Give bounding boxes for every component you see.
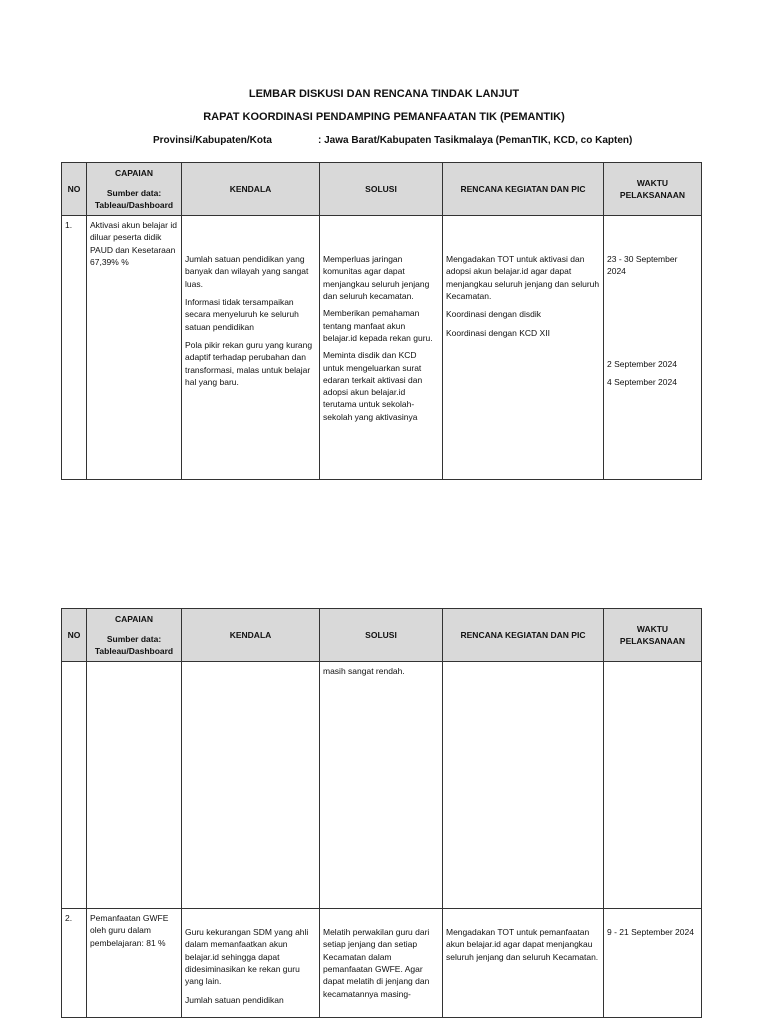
cell-kendala — [182, 216, 320, 480]
cell-waktu — [604, 216, 702, 480]
rencana-item: Koordinasi dengan KCD XII — [446, 327, 550, 338]
header-kendala: KENDALA — [182, 609, 320, 662]
rencana-item: Mengadakan TOT untuk aktivasi dan adopsi akun belajar.id agar dapat menjangkau seluruh jenjang dan seluruh Kecamatan. — [446, 254, 600, 301]
rtl-table-page2 — [61, 608, 702, 1018]
cell-capaian: Aktivasi akun belajar id diluar peserta didik PAUD dan Kesetaraan 67,39% % — [87, 216, 182, 480]
waktu-item: 4 September 2024 — [607, 376, 677, 387]
header-no: NO — [62, 163, 87, 216]
solusi-item: Memberikan pemahaman tentang manfaat akun belajar.id kepada rekan guru. — [323, 308, 433, 343]
province-label: Provinsi/Kabupaten/Kota — [153, 135, 272, 146]
solusi-item: Memperluas jaringan komunitas agar dapat menjangkau seluruh jenjang dan seluruh kecamatan. — [323, 254, 430, 301]
rencana-item: Koordinasi dengan disdik — [446, 309, 541, 320]
header-solusi: SOLUSI — [320, 609, 443, 662]
document-subtitle: RAPAT KOORDINASI PENDAMPING PEMANFAATAN TIK (PEMANTIK) — [203, 111, 565, 123]
header-capaian-label: CAPAIAN — [114, 167, 154, 178]
rencana-item: Mengadakan TOT untuk pemanfaatan akun belajar.id agar dapat menjangkau seluruh jenjang dan seluruh Kecamatan. — [446, 927, 599, 962]
cell-rencana — [443, 216, 604, 480]
table-row-continuation — [62, 662, 702, 909]
header-rencana: RENCANA KEGIATAN DAN PIC — [443, 163, 604, 216]
solusi-item: Meminta disdik dan KCD untuk mengeluarkan surat edaran terkait aktivasi dan adopsi akun belajar.id terutama untuk sekolah-sekolah yang aktivasinya — [323, 350, 423, 422]
header-capaian-source: Sumber data: Tableau/Dashboard — [94, 633, 174, 657]
cell-solusi: masih sangat rendah. — [320, 662, 443, 909]
kendala-item: Informasi tidak tersampaikan secara menyeluruh ke seluruh satuan pendidikan — [185, 296, 299, 332]
header-capaian — [87, 163, 182, 216]
cell-solusi — [320, 216, 443, 480]
header-rencana: RENCANA KEGIATAN DAN PIC — [443, 609, 604, 662]
province-value: : Jawa Barat/Kabupaten Tasikmalaya (PemanTIK, KCD, co Kapten) — [318, 135, 633, 146]
waktu-item: 2 September 2024 — [607, 358, 677, 369]
cell-waktu — [604, 909, 702, 1018]
kendala-item: Pola pikir rekan guru yang kurang adaptif terhadap perubahan dan transformasi, malas untuk belajar hal yang baru. — [185, 339, 313, 387]
waktu-item: 23 - 30 September 2024 — [607, 254, 678, 277]
rtl-table-page1 — [61, 162, 702, 480]
solusi-item: Melatih perwakilan guru dari setiap jenjang dan setiap Kecamatan dalam pemanfaatan GWFE. Agar dapat melatih di jenjang dan kecamatannya masing- — [323, 927, 430, 999]
header-capaian-label: CAPAIAN — [114, 613, 154, 624]
cell-no: 1. — [62, 216, 87, 480]
waktu-item: 9 - 21 September 2024 — [607, 927, 694, 937]
header-capaian — [87, 609, 182, 662]
table-header-row — [62, 163, 702, 216]
header-solusi: SOLUSI — [320, 163, 443, 216]
kendala-item: Jumlah satuan pendidikan yang banyak dan wilayah yang sangat luas. — [185, 254, 309, 289]
cell-no: 2. — [62, 909, 87, 1018]
table-row — [62, 216, 702, 480]
header-no: NO — [62, 609, 87, 662]
kendala-item: Jumlah satuan pendidikan — [185, 994, 284, 1005]
kendala-item: Guru kekurangan SDM yang ahli dalam memanfaatkan akun belajar.id sehingga dapat didesiminasikan ke rekan guru yang lain. — [185, 927, 309, 987]
header-waktu: WAKTU PELAKSANAAN — [604, 609, 702, 662]
header-capaian-source: Sumber data: Tableau/Dashboard — [94, 187, 174, 211]
header-kendala: KENDALA — [182, 163, 320, 216]
cell-kendala — [182, 909, 320, 1018]
header-waktu: WAKTU PELAKSANAAN — [604, 163, 702, 216]
cell-capaian: Pemanfaatan GWFE oleh guru dalam pembelajaran: 81 % — [87, 909, 182, 1018]
table-header-row — [62, 609, 702, 662]
table-row — [62, 909, 702, 1018]
cell-rencana — [443, 909, 604, 1018]
document-title: LEMBAR DISKUSI DAN RENCANA TINDAK LANJUT — [248, 88, 520, 100]
cell-solusi — [320, 909, 443, 1018]
